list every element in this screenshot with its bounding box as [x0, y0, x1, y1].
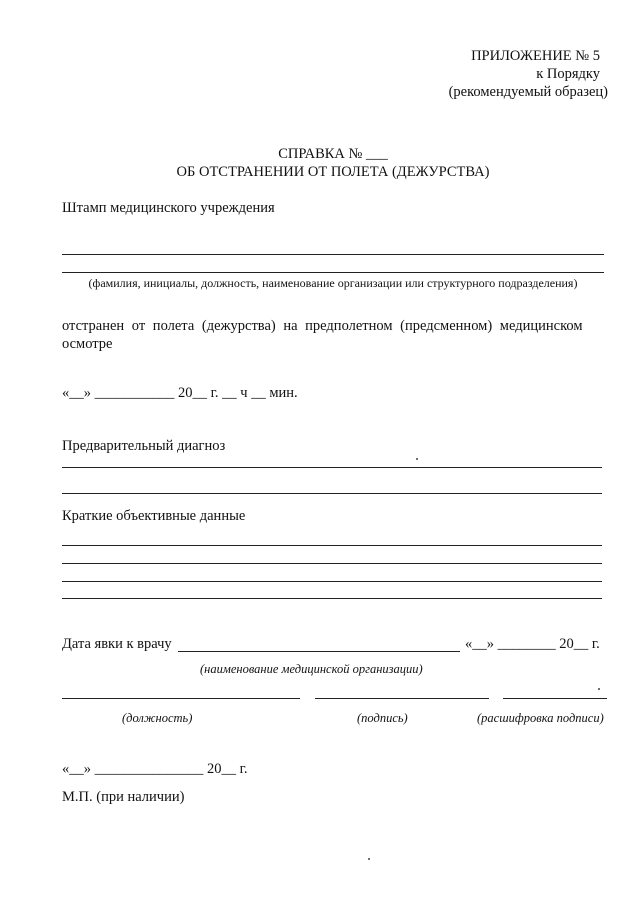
certificate-title: СПРАВКА № ___ [278, 146, 388, 162]
decoding-caption: (расшифровка подписи) [477, 711, 604, 725]
objective-line-2 [62, 563, 602, 564]
position-caption: (должность) [122, 711, 193, 725]
removed-text-line1: отстранен от полета (дежурства) на предполетном (предсменном) медицинском [62, 318, 583, 334]
visit-date: «__» ________ 20__ г. [465, 636, 600, 652]
seal-note: М.П. (при наличии) [62, 789, 185, 805]
sample-note: (рекомендуемый образец) [448, 84, 608, 100]
objective-line-3 [62, 581, 602, 582]
decoding-line [503, 698, 607, 699]
appendix-number: ПРИЛОЖЕНИЕ № 5 [471, 48, 600, 64]
person-line-2 [62, 272, 604, 273]
scan-speck [598, 688, 600, 690]
stamp-label: Штамп медицинского учреждения [62, 200, 275, 216]
scan-speck [368, 858, 370, 860]
removed-text-line2: осмотре [62, 336, 113, 352]
signature-line [315, 698, 489, 699]
person-caption: (фамилия, инициалы, должность, наименование организации или структурного подразделения) [88, 276, 578, 290]
person-line-1 [62, 254, 604, 255]
scan-speck [416, 458, 418, 460]
objective-line-4 [62, 598, 602, 599]
visit-org-line [178, 651, 460, 652]
position-line [62, 698, 300, 699]
signature-caption: (подпись) [357, 711, 408, 725]
visit-org-caption: (наименование медицинской организации) [200, 662, 423, 676]
diagnosis-line-2 [62, 493, 602, 494]
certificate-subtitle: ОБ ОТСТРАНЕНИИ ОТ ПОЛЕТА (ДЕЖУРСТВА) [176, 164, 490, 180]
diagnosis-label: Предварительный диагноз [62, 438, 226, 454]
objective-line-1 [62, 545, 602, 546]
bottom-date: «__» _______________ 20__ г. [62, 761, 248, 777]
to-order: к Порядку [536, 66, 600, 82]
removal-datetime: «__» ___________ 20__ г. __ ч __ мин. [62, 385, 298, 401]
diagnosis-line-1 [62, 467, 602, 468]
objective-label: Краткие объективные данные [62, 508, 246, 524]
visit-label: Дата явки к врачу [62, 636, 172, 652]
